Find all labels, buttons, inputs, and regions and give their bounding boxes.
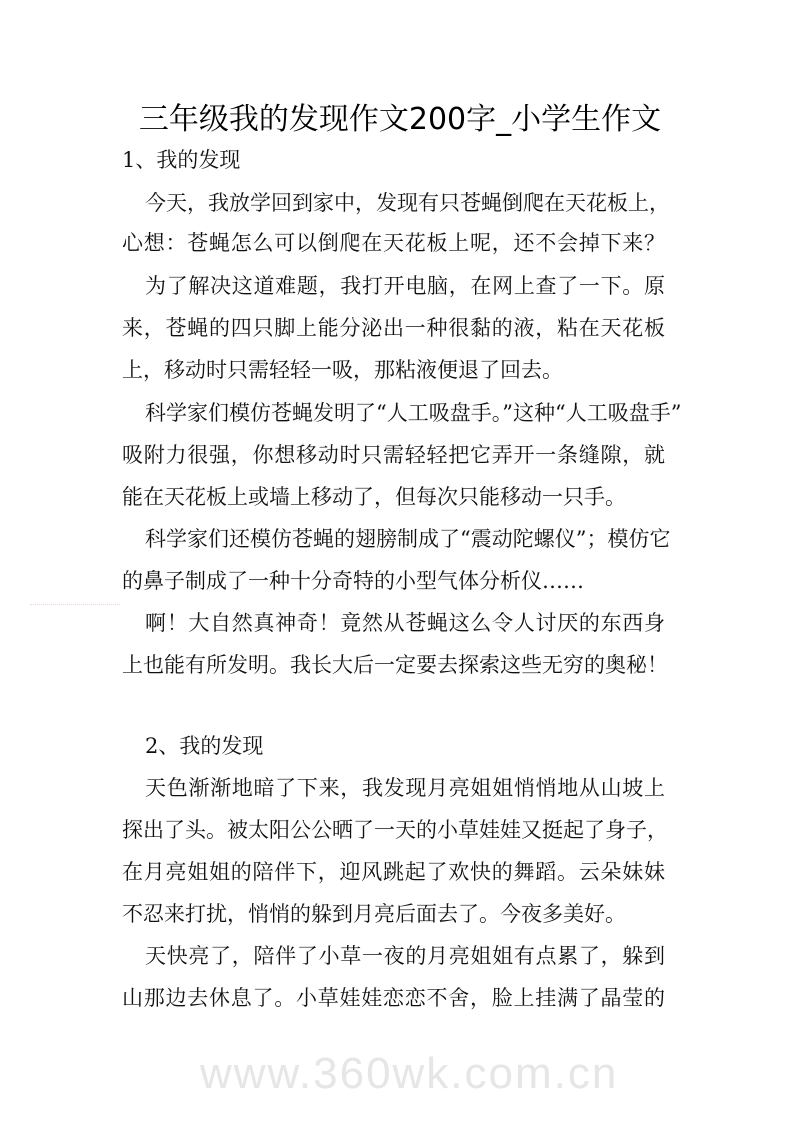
paragraph-line: 上，移动时只需轻轻一吸，那粘液便退了回去。 [122, 358, 563, 382]
paragraph-line: 吸附力很强，你想移动时只需轻轻把它弄开一条缝隙，就 [122, 443, 665, 467]
paragraph-line: 能在天花板上或墙上移动了，但每次只能移动一只手。 [122, 485, 626, 509]
paragraph-line: 上也能有所发明。我长大后一定要去探索这些无穷的奥秘！ [122, 653, 668, 677]
paragraph-line: 天色渐渐地暗了下来，我发现月亮姐姐悄悄地从山坡上 [145, 776, 665, 800]
dotted-divider [30, 604, 120, 605]
paragraph-line: 今天，我放学回到家中，发现有只苍蝇倒爬在天花板上， [145, 191, 670, 215]
paragraph-line: 在月亮姐姐的陪伴下，迎风跳起了欢快的舞蹈。云朵妹妹 [122, 860, 665, 884]
paragraph-line: 不忍来打扰，悄悄的躲到月亮后面去了。今夜多美好。 [122, 902, 626, 926]
paragraph-line: 天快亮了，陪伴了小草一夜的月亮姐姐有点累了，躲到 [145, 944, 665, 968]
paragraph-line: 山那边去休息了。小草娃娃恋恋不舍，脸上挂满了晶莹的 [122, 986, 665, 1010]
watermark: www.360wk.com.cn [200, 1049, 619, 1098]
paragraph-line: 啊！大自然真神奇！竟然从苍蝇这么令人讨厌的东西身 [145, 611, 665, 635]
section-heading: 2、我的发现 [145, 734, 264, 758]
paragraph-line: 来，苍蝇的四只脚上能分泌出一种很黏的液，粘在天花板 [122, 316, 665, 340]
paragraph-line: 科学家们还模仿苍蝇的翅膀制成了“震动陀螺仪”；模仿它 [145, 527, 671, 551]
paragraph-line: 探出了头。被太阳公公晒了一天的小草娃娃又挺起了身子， [122, 818, 668, 842]
section-heading: 1、我的发现 [122, 148, 241, 172]
page-title: 三年级我的发现作文200字_小学生作文 [138, 102, 662, 137]
paragraph-line: 心想：苍蝇怎么可以倒爬在天花板上呢，还不会掉下来？ [122, 231, 665, 255]
paragraph-line: 的鼻子制成了一种十分奇特的小型气体分析仪…… [122, 569, 584, 593]
paragraph-line: 科学家们模仿苍蝇发明了“人工吸盘手。”这种“人工吸盘手” [145, 401, 682, 425]
paragraph-line: 为了解决这道难题，我打开电脑，在网上查了一下。原 [145, 274, 665, 298]
